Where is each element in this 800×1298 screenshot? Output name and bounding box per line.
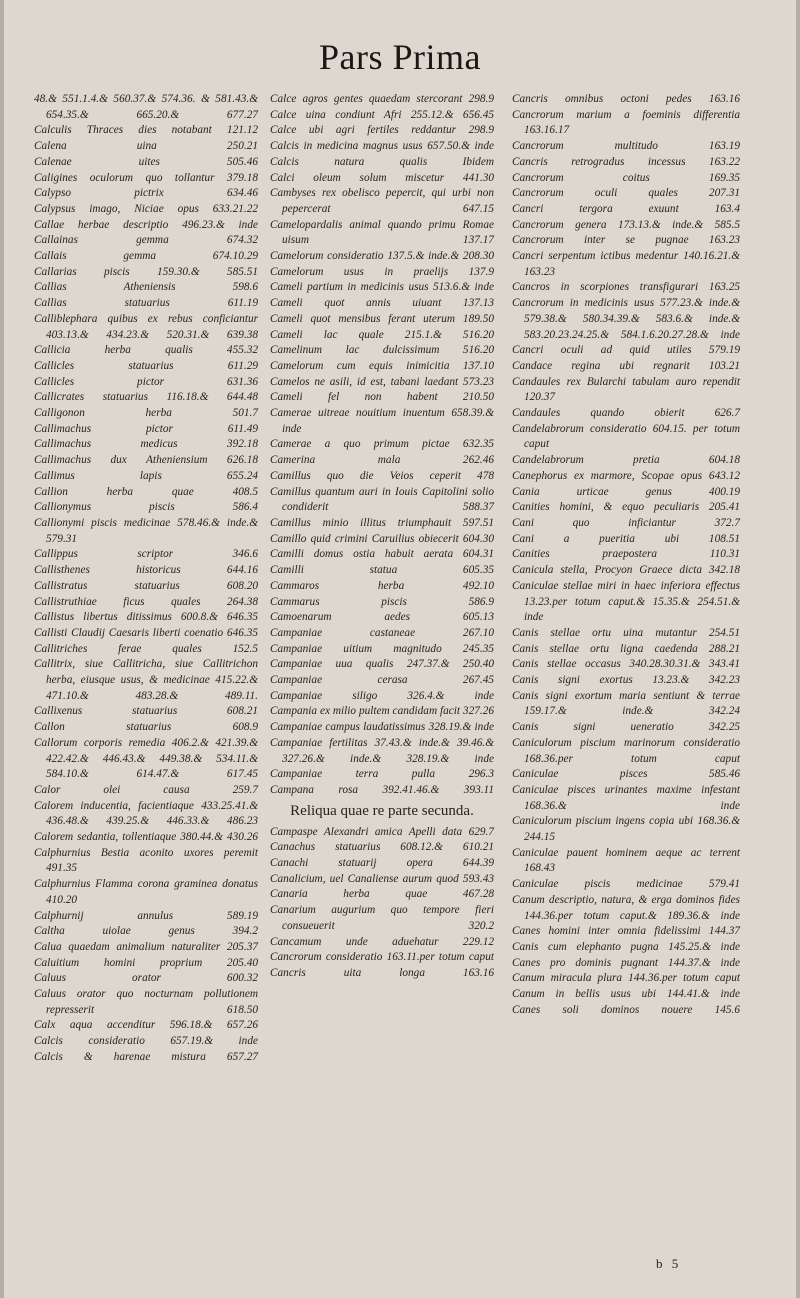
index-entry: Caligines oculorum quo tollantur 379.18: [34, 171, 258, 184]
index-entry: Cancri serpentum ictibus medentur 140.16.21.& 163.23: [512, 250, 740, 278]
index-entry: Reliqua quae re parte secunda.: [290, 802, 474, 819]
index-entry: Callixenus statuarius 608.21: [34, 705, 258, 718]
index-entry: Canes soli dominos nouere 145.6: [512, 1003, 740, 1016]
index-entry: Calce uina condiunt Afri 255.12.& 656.45: [270, 108, 494, 121]
index-entry: Callorum corporis remedia 406.2.& 421.39.& 422.42.& 446.43.& 449.38.& 534.11.& 584.10.& 614.47.& 617.45: [34, 736, 258, 781]
index-entry: Candelabrorum pretia 604.18: [512, 454, 740, 467]
index-entry: Camelorum usus in praelijs 137.9: [270, 265, 494, 278]
index-entry: Candace regina ubi regnarit 103.21: [512, 359, 740, 372]
index-entry: Cani a pueritia ubi 108.51: [512, 532, 740, 545]
index-entry: Calphurnij annulus 589.19: [34, 909, 258, 922]
index-entry: Caniculae pisces urinantes maxime infestant 168.36.& inde: [512, 783, 740, 812]
index-entry: Calligonon herba 501.7: [34, 407, 258, 420]
index-entry: Camerae uitreae nouitium inuentum 658.39.& inde: [270, 407, 494, 435]
index-entry: Calypsus imago, Niciae opus 633.21.22: [34, 202, 258, 215]
index-entry: Callion herba quae 408.5: [34, 485, 258, 498]
index-entry: Camillus quantum auri in Iouis Capitolini solio condiderit 588.37: [270, 485, 494, 514]
index-entry: Cambyses rex obelisco pepercit, qui urbi non pepercerat 647.15: [270, 187, 494, 215]
index-entry: Callicles statuarius 611.29: [34, 359, 258, 372]
index-entry: Canis stellae occasus 340.28.30.31.& 343.41: [512, 658, 740, 671]
index-entry: Canis stellae ortu ligna caedenda 288.21: [512, 642, 740, 655]
index-entry: Cancrorum consideratio 163.11.per totum caput: [270, 951, 494, 964]
index-column-1: [34, 92, 258, 1066]
index-entry: Callae herbae descriptio 496.23.& inde: [34, 218, 258, 231]
index-entry: Camoenarum aedes 605.13: [270, 611, 494, 624]
index-entry: Calcis in medicina magnus usus 657.50.& inde: [270, 140, 494, 153]
index-entry: Canis stellae ortu uina mutantur 254.51: [512, 626, 740, 639]
index-entry: Cancrorum marium a foeminis differentia 163.16.17: [512, 108, 740, 137]
index-entry: Canachus statuarius 608.12.& 610.21: [270, 841, 494, 854]
index-entry: Canalicium, uel Canaliense aurum quod 593.43: [270, 872, 494, 885]
index-entry: Canities praepostera 110.31: [512, 548, 740, 561]
index-entry: Canephorus ex marmore, Scopae opus 643.12: [512, 469, 740, 482]
index-entry: Canis signi ueneratio 342.25: [512, 721, 740, 734]
index-entry: Cancamum unde aduehatur 229.12: [270, 935, 494, 948]
index-entry: Caniculorum piscium marinorum consideratio 168.36.per totum caput: [512, 736, 740, 765]
index-entry: Camelorum consideratio 137.5.& inde.& 208.30: [270, 250, 494, 263]
index-entry: Calena uina 250.21: [34, 140, 258, 153]
index-entry: Canities homini, & equo peculiaris 205.41: [512, 501, 740, 514]
index-entry: Camelopardalis animal quando primu Romae uisum 137.17: [270, 218, 494, 247]
index-entry: Candelabrorum consideratio 604.15. per totum caput: [512, 422, 740, 451]
index-entry: Canicula stella, Procyon Graece dicta 342.18: [512, 564, 740, 577]
index-entry: Callainas gemma 674.32: [34, 234, 258, 247]
index-entry: Calypso pictrix 634.46: [34, 187, 258, 200]
index-entry: Calci oleum solum miscetur 441.30: [270, 171, 494, 184]
index-entry: Callicia herba qualis 455.32: [34, 344, 258, 357]
index-entry: Callon statuarius 608.9: [34, 721, 258, 734]
index-entry: Callionymi piscis medicinae 578.46.& inde.& 579.31: [34, 516, 258, 545]
index-entry: Cameli lac quale 215.1.& 516.20: [270, 328, 494, 341]
index-entry: Camilli statua 605.35: [270, 564, 494, 577]
index-entry: Caluitium homini proprium 205.40: [34, 956, 258, 969]
index-entry: Callimachus dux Atheniensium 626.18: [34, 454, 258, 467]
index-entry: Cani quo inficiantur 372.7: [512, 516, 740, 529]
index-entry: Campaniae uitium magnitudo 245.35: [270, 642, 494, 655]
index-entry: Camillus minio illitus triumphauit 597.51: [270, 516, 494, 529]
index-entry: Cameli quot annis uiuant 137.13: [270, 297, 494, 310]
index-entry: Campaniae campus laudatissimus 328.19.& inde: [270, 721, 494, 734]
index-entry: Callitriches ferae quales 152.5: [34, 642, 258, 655]
index-column-2: [270, 92, 494, 982]
index-entry: Canis signi exortum maria sentiunt & terrae 159.17.& inde.& 342.24: [512, 689, 740, 718]
index-entry: Canes homini inter omnia fidelissimi 144.37: [512, 925, 740, 938]
index-entry: Cancri tergora exuunt 163.4: [512, 202, 740, 215]
index-entry: Canum in bellis usus ubi 144.41.& inde: [512, 988, 740, 1001]
index-entry: Cancrorum genera 173.13.& inde.& 585.5: [512, 218, 740, 231]
index-entry: Callionymus piscis 586.4: [34, 501, 258, 514]
index-entry: Canum miracula plura 144.36.per totum caput: [512, 972, 740, 985]
index-entry: Calx aqua accenditur 596.18.& 657.26: [34, 1019, 258, 1032]
index-entry: Calorem inducentia, facientiaque 433.25.41.& 436.48.& 439.25.& 446.33.& 486.23: [34, 799, 258, 828]
index-entry: Cancris uita longa 163.16: [270, 966, 494, 979]
index-entry: Calcis & harenae mistura 657.27: [34, 1050, 258, 1063]
index-entry: Calculis Thraces dies notabant 121.12: [34, 124, 258, 137]
book-page: [4, 0, 796, 1298]
index-entry: Caniculae stellae miri in haec inferiora effectus 13.23.per totum caput.& 15.35.& 254.51.& inde: [512, 579, 740, 624]
index-entry: Callimus lapis 655.24: [34, 469, 258, 482]
index-entry: Callisthenes historicus 644.16: [34, 564, 258, 577]
index-entry: Caniculae pauent hominem aeque ac terrent 168.43: [512, 846, 740, 875]
index-entry: Calce ubi agri fertiles reddantur 298.9: [270, 124, 494, 137]
index-entry: Canes pro dominis pugnant 144.37.& inde: [512, 956, 740, 969]
index-entry: Callias statuarius 611.19: [34, 297, 258, 310]
index-entry: Campaniae cerasa 267.45: [270, 674, 494, 687]
index-entry: Callistratus statuarius 608.20: [34, 579, 258, 592]
index-entry: Campaniae castaneae 267.10: [270, 626, 494, 639]
index-entry: Callicles pictor 631.36: [34, 375, 258, 388]
index-entry: Campaniae terra pulla 296.3: [270, 768, 494, 781]
index-entry: Canachi statuarij opera 644.39: [270, 857, 494, 870]
index-entry: Cancris omnibus octoni pedes 163.16: [512, 93, 740, 105]
index-entry: Callippus scriptor 346.6: [34, 548, 258, 561]
index-entry: Calenae uites 505.46: [34, 155, 258, 168]
index-entry: Caniculae pisces 585.46: [512, 768, 740, 781]
index-entry: Cancrorum oculi quales 207.31: [512, 187, 740, 200]
index-entry: Canaria herba quae 467.28: [270, 888, 494, 901]
index-entry: Calphurnius Bestia aconito uxores peremit 491.35: [34, 846, 258, 875]
page-title: Pars Prima: [319, 37, 481, 77]
index-entry: Cania urticae genus 400.19: [512, 485, 740, 498]
index-entry: Cammarus piscis 586.9: [270, 595, 494, 608]
index-entry: Callistruthiae ficus quales 264.38: [34, 595, 258, 608]
index-entry: Camilli domus ostia habuit aerata 604.31: [270, 548, 494, 561]
index-entry: Cameli quot mensibus ferant uterum 189.50: [270, 312, 494, 325]
index-entry: Calor olei causa 259.7: [34, 783, 258, 796]
index-entry: Camillo quid crimini Caruilius obiecerit 604.30: [270, 532, 494, 545]
index-entry: Cancrorum inter se pugnae 163.23: [512, 234, 740, 247]
index-entry: Cancri oculi ad quid utiles 579.19: [512, 344, 740, 357]
index-entry: Campaniae fertilitas 37.43.& inde.& 39.46.& 327.26.& inde.& 328.19.& inde: [270, 736, 494, 765]
index-entry: Caluus orator 600.32: [34, 972, 258, 985]
index-entry: Campaspe Alexandri amica Apelli data 629.7: [270, 825, 494, 838]
index-entry: Cameli fel non habent 210.50: [270, 391, 494, 404]
index-entry: Callitrix, siue Callitricha, siue Callitrichon herba, eiusque usus, & medicinae 415.22.& 471.10.& 483.28.& 489.11.: [34, 658, 258, 702]
index-entry: Calcis consideratio 657.19.& inde: [34, 1035, 258, 1048]
index-entry: Campana rosa 392.41.46.& 393.11: [270, 783, 494, 796]
index-entry: Caniculorum piscium ingens copia ubi 168.36.& 244.15: [512, 815, 740, 844]
index-entry: Campaniae uua qualis 247.37.& 250.40: [270, 658, 494, 671]
index-entry: Cancris retrogradus incessus 163.22: [512, 155, 740, 168]
index-entry: Callias Atheniensis 598.6: [34, 281, 258, 294]
index-entry: Calorem sedantia, tollentiaque 380.44.& 430.26: [34, 831, 258, 844]
index-entry: Canis cum elephanto pugna 145.25.& inde: [512, 940, 740, 953]
index-entry: Calliblephara quibus ex rebus conficiantur 403.13.& 434.23.& 520.31.& 639.38: [34, 312, 258, 341]
index-column-3: [512, 92, 740, 1018]
index-entry: Calcis natura qualis Ibidem: [270, 155, 494, 168]
index-entry: Candaules rex Bularchi tabulam auro rependit 120.37: [512, 375, 740, 404]
index-entry: Canarium augurium quo tempore fieri consueuerit 320.2: [270, 904, 494, 932]
index-entry: Cancrorum multitudo 163.19: [512, 140, 740, 153]
index-entry: Canis signi exortus 13.23.& 342.23: [512, 674, 740, 687]
index-entry: Callistus libertus ditissimus 600.8.& 646.35: [34, 611, 258, 624]
index-entry: Camelorum cum equis inimicitia 137.10: [270, 359, 494, 372]
index-entry: Camelos ne asili, id est, tabani laedant 573.23: [270, 375, 494, 388]
index-entry: Cancros in scorpiones transfigurari 163.25: [512, 281, 740, 294]
index-entry: Camerae a quo primum pictae 632.35: [270, 438, 494, 451]
index-entry: Calphurnius Flamma corona graminea donatus 410.20: [34, 878, 258, 906]
index-entry: Cancrorum coitus 169.35: [512, 171, 740, 184]
index-entry: Canum descriptio, natura, & erga dominos fides 144.36.per totum caput.& 189.36.& inde: [512, 893, 740, 922]
index-entry: Callais gemma 674.10.29: [34, 250, 258, 263]
index-entry: Calua quaedam animalium naturaliter 205.37: [34, 940, 258, 953]
index-entry: Caluus orator quo nocturnam pollutionem represserit 618.50: [34, 988, 258, 1016]
index-entry: Campania ex milio pultem candidam facit 327.26: [270, 705, 494, 718]
signature-mark: b 5: [656, 1256, 679, 1271]
index-entry: Callarias piscis 159.30.& 585.51: [34, 265, 258, 278]
index-entry: Cancrorum in medicinis usus 577.23.& inde.& 579.38.& 580.34.39.& 583.6.& inde.& 583.20.23.24.25.& 584.1.6.20.27.28.& inde: [512, 297, 740, 341]
index-entry: Camerina mala 262.46: [270, 454, 494, 467]
index-entry: Camelinum lac dulcissimum 516.20: [270, 344, 494, 357]
index-entry: Callicrates statuarius 116.18.& 644.48: [34, 391, 258, 404]
index-entry: Caltha uiolae genus 394.2: [34, 925, 258, 938]
index-entry: Camillus quo die Veios ceperit 478: [270, 469, 494, 482]
index-entry: Calce agros gentes quaedam stercorant 298.9: [270, 93, 494, 105]
index-entry: 48.& 551.1.4.& 560.37.& 574.36. & 581.43.& 654.35.& 665.20.& 677.27: [34, 93, 258, 121]
index-entry: Candaules quando obierit 626.7: [512, 407, 740, 420]
index-entry: Callisti Claudij Caesaris liberti coenatio 646.35: [34, 626, 258, 639]
index-entry: Cameli partium in medicinis usus 513.6.& inde: [270, 281, 494, 294]
index-entry: Caniculae piscis medicinae 579.41: [512, 878, 740, 891]
index-entry: Campaniae siligo 326.4.& inde: [270, 689, 494, 702]
index-entry: Cammaros herba 492.10: [270, 579, 494, 592]
index-entry: Callimachus medicus 392.18: [34, 438, 258, 451]
index-entry: Callimachus pictor 611.49: [34, 422, 258, 435]
